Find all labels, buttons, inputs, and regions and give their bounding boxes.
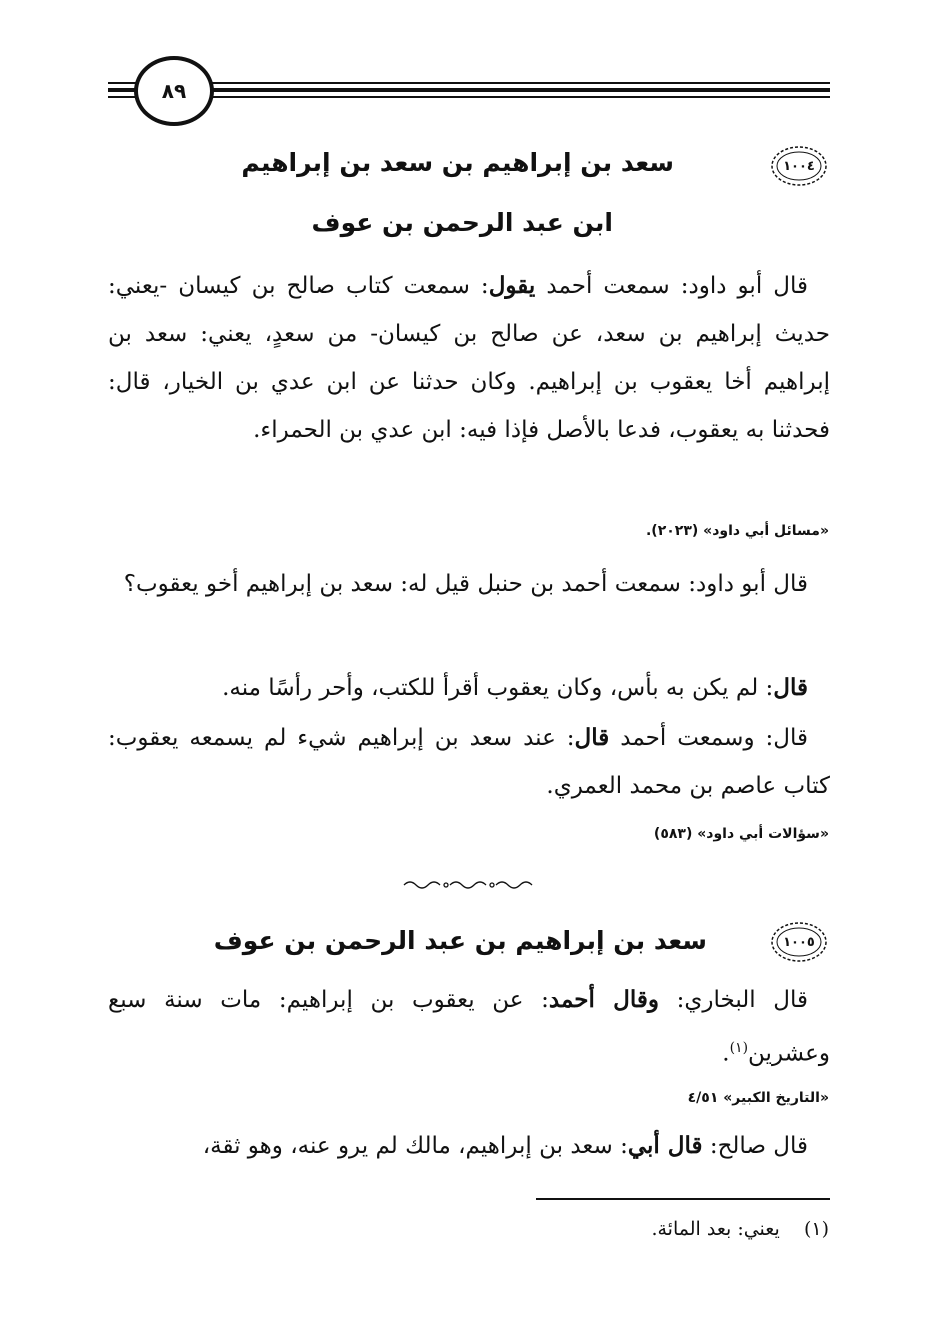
bold-term: قال bbox=[574, 724, 610, 751]
entry-title-line1: سعد بن إبراهيم بن عبد الرحمن بن عوف bbox=[213, 926, 707, 955]
header-rule bbox=[108, 82, 830, 98]
entry-title-line1: سعد بن إبراهيم بن سعد بن إبراهيم bbox=[241, 148, 674, 177]
source-citation: «مسائل أبي داود» (٢٠٢٣). bbox=[645, 523, 829, 539]
footnote-divider bbox=[536, 1198, 830, 1200]
entry-paragraph: قال البخاري: وقال أحمد: عن يعقوب بن إبراهيم: مات سنة سبع وعشرين$^{(١)}$. bbox=[108, 986, 830, 1067]
divider-ornament-icon bbox=[400, 878, 540, 892]
bold-term: يقول bbox=[488, 272, 536, 299]
entry-paragraph: قال: لم يكن به بأس، وكان يعقوب أقرأ للكتب، وأحر رأسًا منه. bbox=[222, 674, 808, 701]
bold-term: وقال أحمد bbox=[548, 986, 659, 1013]
source-citation: «التاريخ الكبير» ٤/٥١ bbox=[687, 1090, 829, 1106]
footnote-ref: (١) bbox=[729, 1040, 749, 1056]
entry-number: ١٠٠٥ bbox=[783, 934, 815, 950]
bold-term: قال bbox=[773, 674, 808, 701]
footnote-text: يعني: بعد المائة. bbox=[651, 1218, 780, 1240]
entry-paragraph: قال صالح: قال أبي: سعد بن إبراهيم، مالك لم يرو عنه، وهو ثقة، bbox=[202, 1132, 808, 1159]
entry-number-medallion bbox=[770, 144, 828, 188]
entry-paragraph: قال أبو داود: سمعت أحمد بن حنبل قيل له: سعد بن إبراهيم أخو يعقوب؟ bbox=[123, 571, 808, 597]
source-citation: «سؤالات أبي داود» (٥٨٣) bbox=[653, 826, 829, 842]
entry-paragraph: قال أبو داود: سمعت أحمد يقول: سمعت كتاب صالح بن كيسان -يعني: حديث إبراهيم بن سعد، عن صالح بن كيسان- من سعدٍ، يعني: سعد بن إبراهيم أخا يعقوب بن إبراهيم. وكان حدثنا عن ابن عدي بن الخيار، قال: فحدثنا به يعقوب، فدعا بالأصل فإذا فيه: ابن عدي بن الحمراء. bbox=[108, 272, 830, 443]
bold-term: قال أبي bbox=[627, 1132, 703, 1159]
entry-paragraph: قال: وسمعت أحمد قال: عند سعد بن إبراهيم شيء لم يسمعه يعقوب: كتاب عاصم بن محمد العمري. bbox=[108, 724, 830, 799]
footnote-marker: (١) bbox=[803, 1218, 829, 1240]
footnote bbox=[651, 1218, 829, 1240]
page-number bbox=[134, 56, 214, 126]
entry-number: ١٠٠٤ bbox=[783, 158, 815, 174]
entry-number-medallion bbox=[770, 920, 828, 964]
page-number-label: ٨٩ bbox=[161, 79, 187, 103]
entry-title-line2: ابن عبد الرحمن بن عوف bbox=[311, 208, 613, 237]
